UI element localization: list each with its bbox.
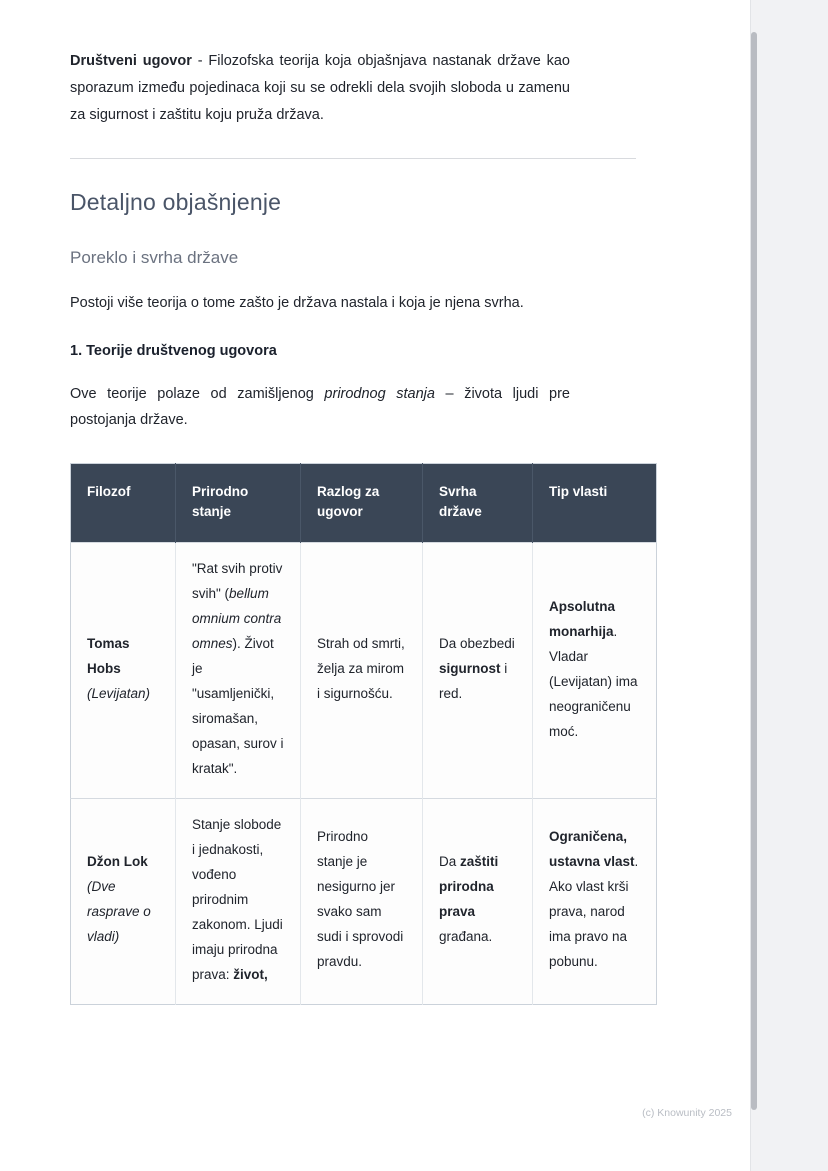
table-row: [71, 798, 657, 1004]
subsection-title: Poreklo i svrha države: [70, 248, 239, 268]
purpose-pre: Da obezbedi: [439, 636, 515, 652]
natural-state-latin: bellum omnium contra omnes: [192, 586, 282, 652]
paragraph-origin: Postoji više teorija o tome zašto je država nastala i koja je njena svrha.: [70, 295, 524, 312]
philosopher-work: (Levijatan): [87, 686, 151, 702]
scrollbar-thumb[interactable]: [751, 32, 757, 1110]
cell-philosopher: [71, 798, 176, 1004]
section-divider: [70, 158, 636, 159]
intro-paragraph: [70, 48, 570, 128]
purpose-post: građana.: [439, 929, 493, 945]
purpose-pre: Da: [439, 854, 461, 870]
natural-state-pre: "Rat svih protiv svih" (: [192, 561, 283, 602]
cell-purpose: [423, 798, 533, 1004]
cell-purpose: [423, 543, 533, 799]
intro-term: Društveni ugovor: [70, 53, 192, 69]
column-header-purpose: Svrha države: [423, 463, 533, 543]
cell-natural-state: [176, 543, 301, 799]
paragraph-part-post: – života ljudi pre postojanja države.: [70, 385, 570, 428]
paragraph-part-pre: Ove teorije polaze od zamišljenog: [70, 385, 325, 402]
natural-state-rights: život,: [233, 966, 268, 982]
paragraph-emphasis: prirodnog stanja: [324, 385, 435, 402]
table-header-row: [71, 463, 657, 543]
column-header-power-type: Tip vlasti: [533, 463, 657, 543]
purpose-highlight: zaštiti prirodna prava: [439, 854, 499, 920]
purpose-post: i red.: [439, 661, 508, 702]
paragraph-natural-state: [70, 381, 570, 433]
theory-comparison-table: [70, 463, 657, 1005]
natural-state-pre: Stanje slobode i jednakosti, vođeno prirodnim zakonom. Ljudi imaju prirodna prava:: [192, 816, 283, 982]
purpose-highlight: sigurnost: [439, 661, 501, 677]
page-title: Detaljno objašnjenje: [70, 189, 282, 216]
philosopher-name: Džon Lok: [87, 854, 148, 870]
table-body: [71, 543, 657, 1005]
list-heading-theories: 1. Teorije društvenog ugovora: [70, 342, 277, 359]
column-header-natural-state: Prirodno stanje: [176, 463, 301, 543]
philosopher-name: Tomas Hobs: [87, 636, 130, 677]
intro-definition: - Filozofska teorija koja objašnjava nastanak države kao sporazum između pojedinaca koji su se odrekli dela svojih sloboda u zamenu za sigurnost i zaštitu koju pruža država.: [70, 53, 570, 123]
power-highlight: Apsolutna monarhija: [549, 598, 615, 639]
cell-power-type: [533, 798, 657, 1004]
column-header-philosopher: Filozof: [71, 463, 176, 543]
table-row: [71, 543, 657, 799]
watermark: (c) Knowunity 2025: [642, 1107, 732, 1119]
natural-state-post: ). Život je "usamljenički, siromašan, opasan, surov i kratak".: [192, 636, 284, 776]
philosopher-work: (Dve rasprave o vladi): [87, 879, 151, 945]
table-header: [71, 463, 657, 543]
power-post: . Ako vlast krši prava, narod ima pravo na pobunu.: [549, 854, 639, 970]
power-post: . Vladar (Levijatan) ima neograničenu moć.: [549, 623, 638, 739]
cell-natural-state: [176, 798, 301, 1004]
cell-reason: Strah od smrti, želja za mirom i sigurnošću.: [301, 543, 423, 799]
cell-reason: Prirodno stanje je nesigurno jer svako sam sudi i sprovodi pravdu.: [301, 798, 423, 1004]
column-header-reason: Razlog za ugovor: [301, 463, 423, 543]
cell-power-type: [533, 543, 657, 799]
power-highlight: Ograničena, ustavna vlast: [549, 829, 635, 870]
cell-philosopher: [71, 543, 176, 799]
scrollbar[interactable]: [750, 0, 828, 1171]
